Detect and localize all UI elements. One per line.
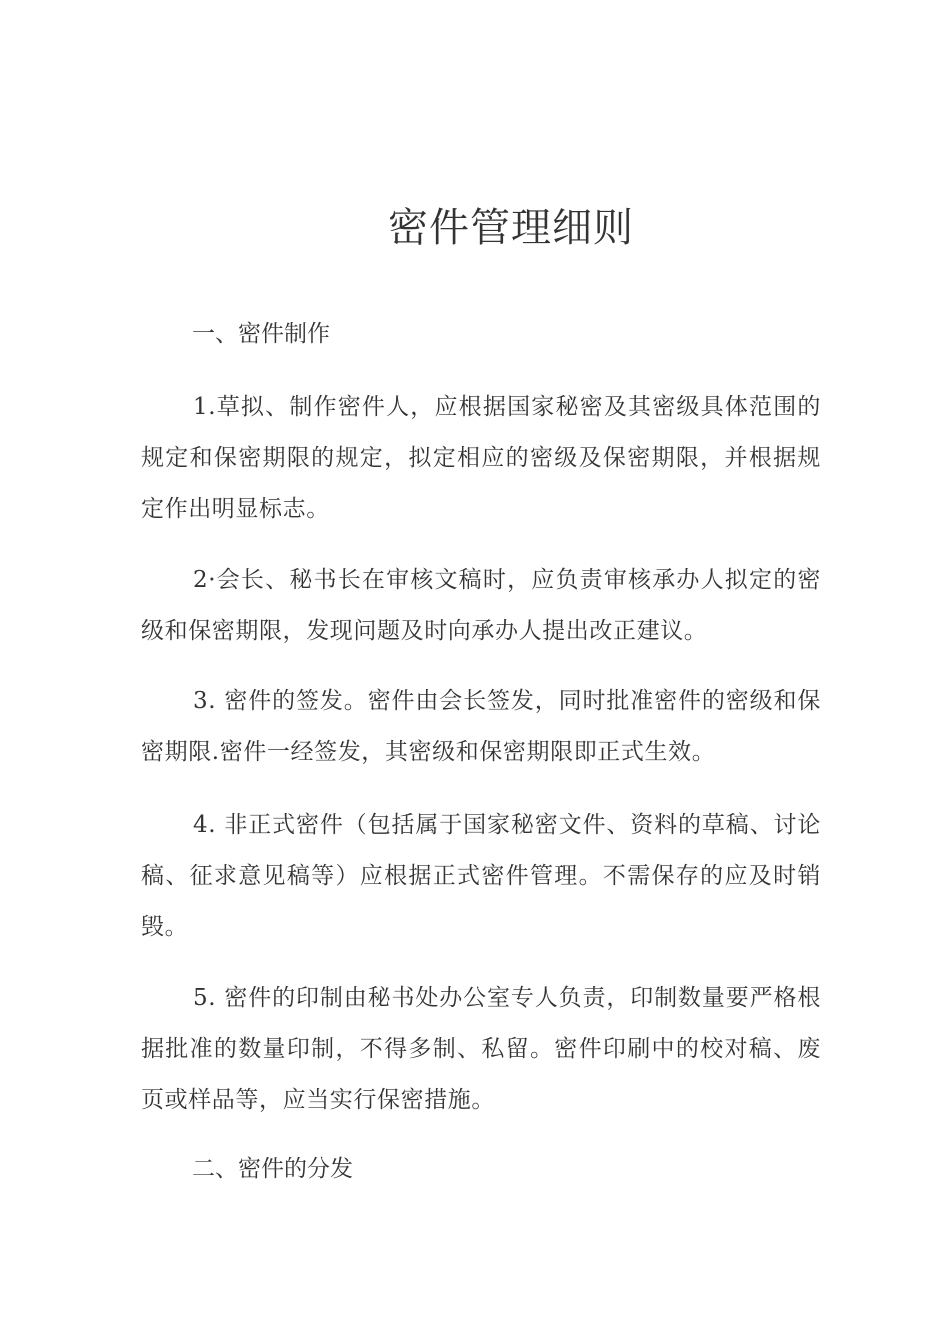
document-title: 密件管理细则 <box>388 205 634 251</box>
section-heading-2: 二、密件的分发 <box>192 1156 353 1182</box>
paragraph-2: 2·会长、秘书长在审核文稿时，应负责审核承办人拟定的密级和保密期限，发现问题及时向承办人提出改正建议。 <box>141 567 821 644</box>
paragraph-4: 4. 非正式密件（包括属于国家秘密文件、资料的草稿、讨论稿、征求意见稿等）应根据正式密件管理。不需保存的应及时销毁。 <box>141 812 821 940</box>
paragraph-3: 3. 密件的签发。密件由会长签发，同时批准密件的密级和保密期限.密件一经签发，其密级和保密期限即正式生效。 <box>141 688 821 765</box>
paragraph-5: 5. 密件的印制由秘书处办公室专人负责，印制数量要严格根据批准的数量印制，不得多制、私留。密件印刷中的校对稿、废页或样品等，应当实行保密措施。 <box>141 985 821 1113</box>
section-heading-1: 一、密件制作 <box>192 321 330 347</box>
paragraph-1: 1.草拟、制作密件人，应根据国家秘密及其密级具体范围的规定和保密期限的规定，拟定相应的密级及保密期限，并根据规定作出明显标志。 <box>141 394 821 522</box>
